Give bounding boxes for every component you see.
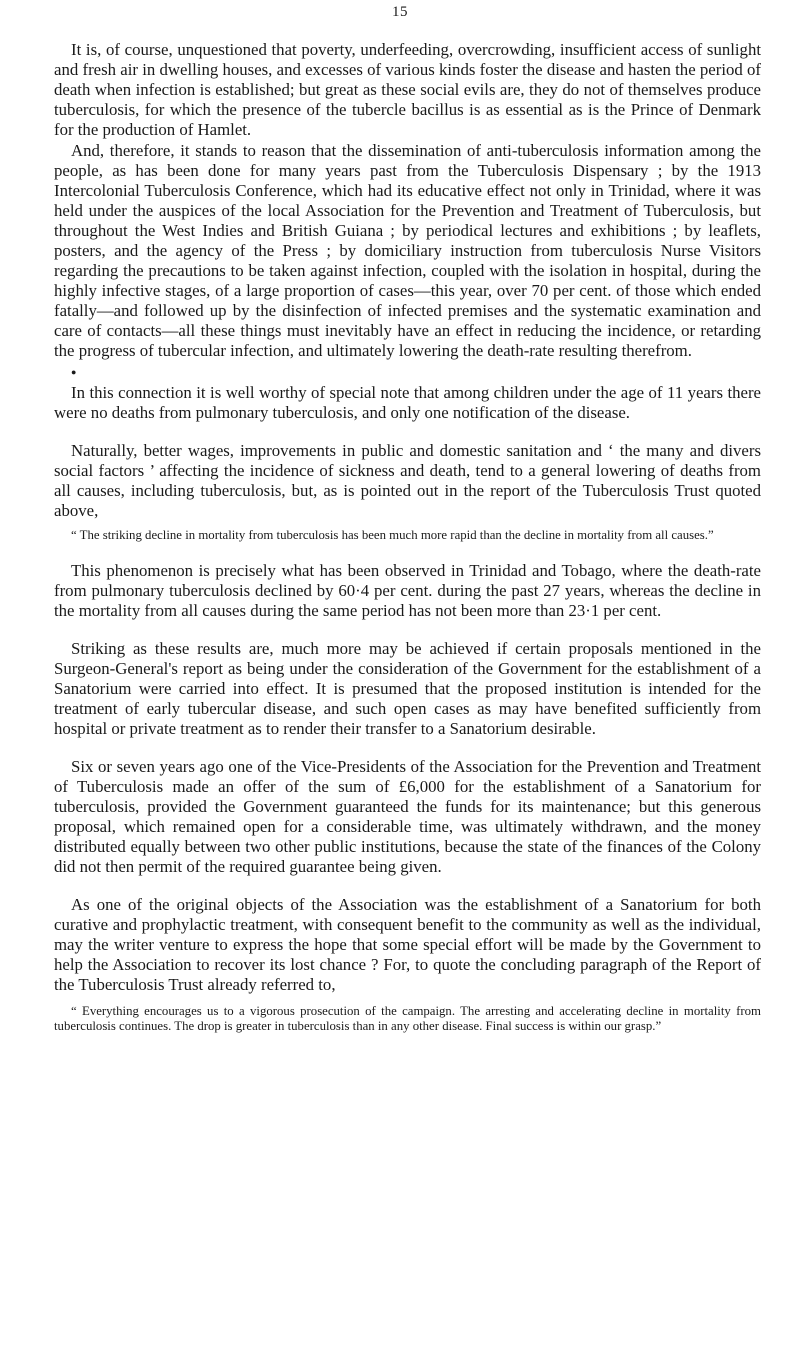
paragraph-vice-president-offer: Six or seven years ago one of the Vice-Presidents of the Association for the Prevention and Treatment of Tuberculosis made an offer of the sum of £6,000 for the establishment of a Sanatorium for tuberculosis, provided the Government guaranteed the funds for its maintenance; but this generous proposal, which remained open for a considerable time, was ultimately withdrawn, and the money distributed equally between two other public institutions, because the state of the finances of the Colony did not then permit of the required guarantee being given.: [54, 757, 761, 876]
paragraph-children: In this connection it is well worthy of special note that among children under the age of 11 years there were no deaths from pulmonary tuberculosis, and only one notification of the disease.: [54, 383, 761, 422]
body-text: [54, 40, 761, 1034]
bullet-mark: ●: [71, 367, 77, 377]
paragraph-phenomenon: This phenomenon is precisely what has been observed in Trinidad and Tobago, where the death-rate from pulmonary tuberculosis declined by 60·4 per cent. during the past 27 years, whereas the decline in the mortality from all causes during the same period has not been more than 23·1 per cent.: [54, 561, 761, 620]
paragraph-wages: Naturally, better wages, improvements in public and domestic sanitation and ‘ the many and divers social factors ’ affecting the incidence of sickness and death, tend to a general lowering of deaths from all causes, including tuberculosis, but, as is pointed out in the report of the Tuberculosis Trust quoted above,: [54, 441, 761, 520]
paragraph-poverty: It is, of course, unquestioned that poverty, underfeeding, overcrowding, insufficient access of sunlight and fresh air in dwelling houses, and excesses of various kinds foster the disease and hasten the period of death when infection is established; but great as these social evils are, they do not of themselves produce tuberculosis, for which the presence of the tubercle bacillus is as essential as is the Prince of Denmark for the production of Hamlet.: [54, 40, 761, 139]
paragraph-dissemination: And, therefore, it stands to reason that the dissemination of anti-tuberculosis information among the people, as has been done for many years past from the Tuberculosis Dispensary ; by the 1913 Intercolonial Tuberculosis Conference, which had its educative effect not only in Trinidad, where it was held under the auspices of the local Association for the Prevention and Treatment of Tuberculosis, but throughout the West Indies and British Guiana ; by periodical lectures and exhibitions ; by leaflets, posters, and the agency of the Press ; by domiciliary instruction from tuberculosis Nurse Visitors regarding the precautions to be taken against infection, coupled with the isolation in hospital, during the highly infective stages, of a large proportion of cases—this year, over 70 per cent. of those which ended fatally—and followed up by the disinfection of infected premises and the systematic examination and care of contacts—all these things must inevitably have an effect in reducing the incidence, or retarding the progress of tubercular infection, and ultimately lowering the death-rate resulting therefrom.: [54, 141, 761, 360]
quote-concluding: “ Everything encourages us to a vigorous prosecution of the campaign. The arresting and accelerating decline in mortality from tuberculosis continues. The drop is greater in tuberculosis than in any other disease. Final success is within our grasp.”: [54, 1004, 761, 1033]
page-number: 15: [392, 4, 408, 20]
paragraph-original-objects: As one of the original objects of the Association was the establishment of a Sanatorium for both curative and prophylactic treatment, with consequent benefit to the community as well as the individual, may the writer venture to express the hope that some special effort will be made by the Government to help the Association to recover its lost chance ? For, to quote the concluding paragraph of the Report of the Tuberculosis Trust already referred to,: [54, 895, 761, 994]
paragraph-sanatorium-proposals: Striking as these results are, much more may be achieved if certain proposals mentioned in the Surgeon-General's report as being under the consideration of the Government for the establishment of a Sanatorium were carried into effect. It is presumed that the proposed institution is intended for the treatment of early tubercular disease, and such open cases as may have benefited sufficiently from hospital or private treatment as to render their transfer to a Sanatorium desirable.: [54, 639, 761, 738]
quote-decline: “ The striking decline in mortality from tuberculosis has been much more rapid than the decline in mortality from all causes.”: [71, 528, 714, 542]
